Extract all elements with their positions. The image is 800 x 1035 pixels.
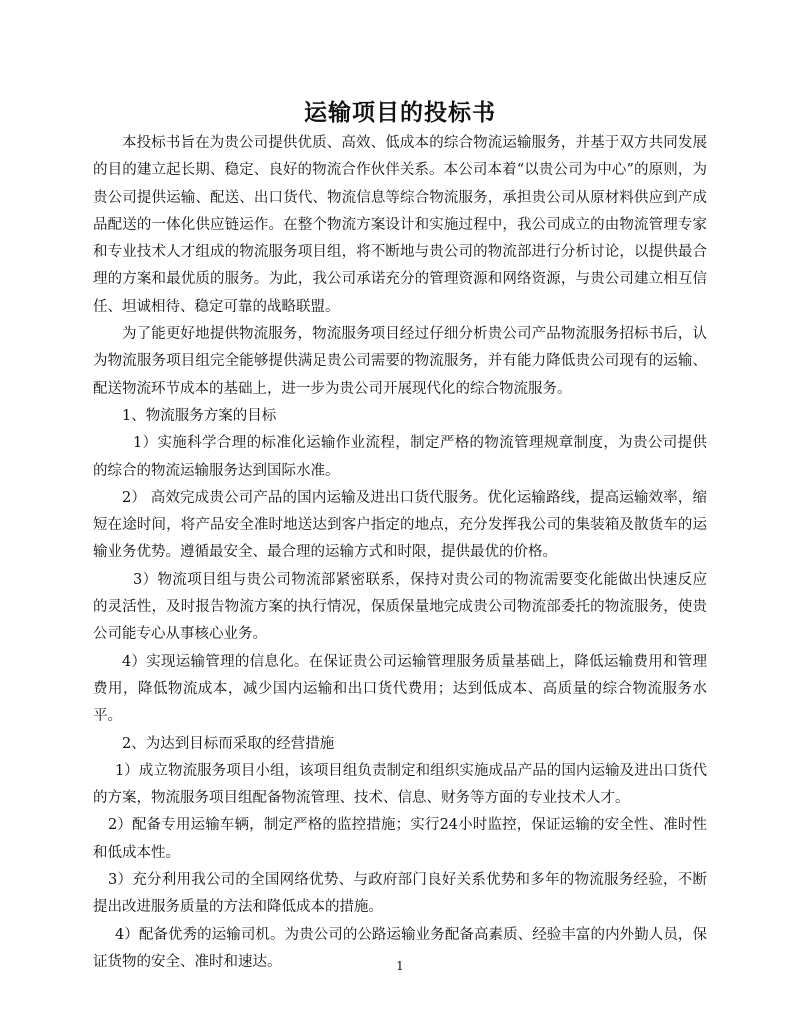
section-heading-measures: 2、为达到目标而采取的经营措施 <box>122 735 335 752</box>
measure-item-4: 4）配备优秀的运输司机。为贵公司的公路运输业务配备高素质、经验丰富的内外勤人员，保证货物的安全、准时和速达。 <box>93 926 707 970</box>
intro-paragraph: 本投标书旨在为贵公司提供优质、高效、低成本的综合物流运输服务，并基于双方共同发展的目的建立起长期、稳定、良好的物流合作伙伴关系。本公司本着“以贵公司为中心”的原则，为贵公司提供运输、配送、出口货代、物流信息等综合物流服务，承担贵公司从原材料供应到产成品配送的一体化供应链运作。在整个物流方案设计和实施过程中，我公司成立的由物流管理专家和专业技术人才组成的物流服务项目组，将不断地与贵公司的物流部进行分析讨论，以提供最合理的方案和最优质的服务。为此，我公司承诺充分的管理资源和网络资源，与贵公司建立相互信任、坦诚相待、稳定可靠的战略联盟。 <box>93 135 707 315</box>
document-body <box>93 130 707 976</box>
service-paragraph: 为了能更好地提供物流服务，物流服务项目经过仔细分析贵公司产品物流服务招标书后，认为物流服务项目组完全能够提供满足贵公司需要的物流服务，并有能力降低贵公司现有的运输、配送物流环节成本的基础上，进一步为贵公司开展现代化的综合物流服务。 <box>93 326 707 397</box>
measure-item-2: 2）配备专用运输车辆，制定严格的监控措施；实行24小时监控，保证运输的安全性、准时性和低成本性。 <box>93 817 707 861</box>
goal-item-4: 4）实现运输管理的信息化。在保证贵公司运输管理服务质量基础上，降低运输费用和管理费用，降低物流成本，减少国内运输和出口货代费用；达到低成本、高质量的综合物流服务水平。 <box>93 653 707 725</box>
goal-item-3: 3）物流项目组与贵公司物流部紧密联系，保持对贵公司的物流需要变化能做出快速反应的灵活性，及时报告物流方案的执行情况，保质保量地完成贵公司物流部委托的物流服务，使贵公司能专心从事核心业务。 <box>93 571 707 643</box>
goal-item-2: 2） 高效完成贵公司产品的国内运输及进出口货代服务。优化运输路线，提高运输效率，缩短在途时间，将产品安全准时地送达到客户指定的地点，充分发挥我公司的集装箱及散货车的运输业务优势。遵循最安全、最合理的运输方式和时限，提供最优的价格。 <box>93 489 707 561</box>
document-title: 运输项目的投标书 <box>304 100 496 126</box>
page-number: 1 <box>396 959 404 973</box>
measure-item-3: 3）充分利用我公司的全国网络优势、与政府部门良好关系优势和多年的物流服务经验，不断提出改进服务质量的方法和降低成本的措施。 <box>93 872 707 916</box>
section-heading-goals: 1、物流服务方案的目标 <box>122 407 277 424</box>
goal-item-1: 1）实施科学合理的标准化运输作业流程，制定严格的物流管理规章制度，为贵公司提供的综合的物流运输服务达到国际水准。 <box>93 435 707 479</box>
measure-item-1: 1）成立物流服务项目小组，该项目组负责制定和组织实施成品产品的国内运输及进出口货代的方案，物流服务项目组配备物流管理、技术、信息、财务等方面的专业技术人才。 <box>93 762 707 807</box>
